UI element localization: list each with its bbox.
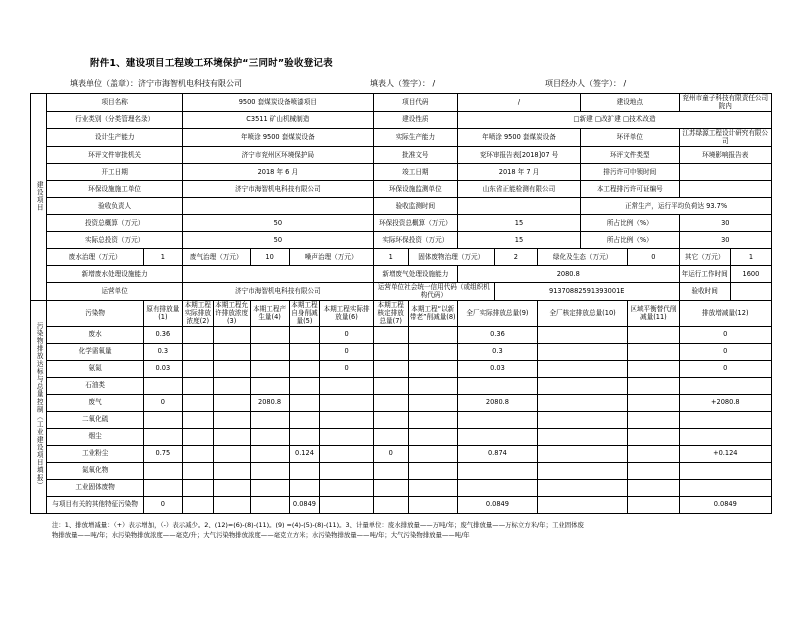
col-header: 本期工程核定排放总量(7) (373, 301, 408, 327)
pollutant-value (289, 463, 320, 480)
col-header: 排放增减量(12) (679, 301, 771, 327)
acceptance-registration-table (30, 93, 772, 514)
pollutant-name: 化学需氧量 (47, 344, 143, 361)
pollutant-value (457, 412, 537, 429)
pollutant-value: 0.36 (143, 327, 182, 344)
pollutant-value (182, 463, 213, 480)
cell-value: 年喷涂 9500 套煤炭设备 (457, 129, 580, 147)
cell-label: 环保设施监测单位 (373, 181, 457, 198)
table-row (31, 232, 772, 249)
pollutant-value (213, 378, 250, 395)
cell-value: 1 (143, 249, 182, 266)
pollutant-value (537, 344, 627, 361)
pollutant-value (679, 412, 771, 429)
pollutant-value (408, 395, 457, 412)
cell-label: 其它（万元） (679, 249, 730, 266)
pollutant-value (289, 361, 320, 378)
cell-value: 50 (182, 232, 373, 249)
pollutant-value (213, 429, 250, 446)
table-row (31, 129, 772, 147)
table-row (31, 361, 772, 378)
cell-value: 2018 年 7 月 (457, 164, 580, 181)
cell-value: 1600 (730, 266, 771, 283)
cell-label: 实际总投资（万元） (47, 232, 182, 249)
pollutant-value (320, 429, 373, 446)
pollutant-value (320, 412, 373, 429)
pollutant-value: 0.0849 (457, 497, 537, 514)
pollutant-value: 0.3 (457, 344, 537, 361)
cell-label: 建设性质 (373, 112, 457, 129)
pollutant-value (679, 429, 771, 446)
section-label-pollutant-control: 污染物排放达标与总量控制（工业建设项目填报） (31, 301, 47, 514)
pollutant-value: 0 (679, 344, 771, 361)
pollutant-value (213, 412, 250, 429)
cell-label: 新增废水处理设施能力 (47, 266, 182, 283)
table-row (31, 412, 772, 429)
pollutant-value (143, 480, 182, 497)
pollutant-value (628, 463, 679, 480)
cell-value: 兖环审报告表[2018]07 号 (457, 147, 580, 164)
pollutant-value (373, 378, 408, 395)
pollutant-value (213, 446, 250, 463)
pollutant-value (182, 361, 213, 378)
pollutant-value: 2080.8 (250, 395, 289, 412)
cell-value: C3511 矿山机械制造 (182, 112, 373, 129)
pollutant-value: 0.0849 (679, 497, 771, 514)
pollutant-value (373, 463, 408, 480)
pollutant-value (320, 480, 373, 497)
cell-value: 10 (250, 249, 289, 266)
pollutant-value (408, 344, 457, 361)
cell-label: 验收时间 (679, 283, 730, 301)
pollutant-value (320, 395, 373, 412)
pollutant-value (408, 463, 457, 480)
cell-label: 竣工日期 (373, 164, 457, 181)
pollutant-value (213, 395, 250, 412)
pollutant-value (320, 378, 373, 395)
cell-value: 30 (679, 215, 771, 232)
pollutant-value: 0.36 (457, 327, 537, 344)
pollutant-name: 工业粉尘 (47, 446, 143, 463)
section-label-construction-project: 建设项目 (31, 94, 47, 301)
page-title: 附件1、建设项目工程竣工环境保护“三同时”验收登记表 (90, 58, 333, 69)
pollutant-value: 0.03 (143, 361, 182, 378)
pollutant-value (537, 497, 627, 514)
col-header: 本期工程实际排放浓度(2) (182, 301, 213, 327)
pollutant-name: 废气 (47, 395, 143, 412)
pollutant-value (373, 480, 408, 497)
pollutant-value (457, 429, 537, 446)
cell-label: 设计生产能力 (47, 129, 182, 147)
pollutant-value (628, 395, 679, 412)
table-row (31, 378, 772, 395)
table-row (31, 181, 772, 198)
pollutant-value: 0 (320, 344, 373, 361)
pollutant-value (143, 463, 182, 480)
col-header: 本期工程允许排放浓度(3) (213, 301, 250, 327)
pollutant-value (537, 412, 627, 429)
pollutant-value (213, 463, 250, 480)
cell-label: 环评单位 (581, 129, 679, 147)
cell-value: 1 (730, 249, 771, 266)
table-row (31, 266, 772, 283)
table-row (31, 198, 772, 215)
pollutant-value: 0.874 (457, 446, 537, 463)
pollutant-name: 二氧化硫 (47, 412, 143, 429)
table-row (31, 327, 772, 344)
pollutant-value (250, 480, 289, 497)
cell-value (182, 266, 373, 283)
pollutant-value (213, 480, 250, 497)
col-header: 本期工程实际排放量(6) (320, 301, 373, 327)
cell-value (730, 283, 771, 301)
cell-label: 项目代码 (373, 94, 457, 112)
pollutant-value (628, 429, 679, 446)
pollutant-value (213, 327, 250, 344)
cell-label: 废气治理（万元） (182, 249, 250, 266)
cell-value: 2 (494, 249, 537, 266)
table-row (31, 249, 772, 266)
table-row (31, 94, 772, 112)
note-line-2: 物排放量——吨/年；水污染物排放浓度——毫克/升；大气污染物排放浓度——毫克立方米；水污染物排放量——吨/年；大气污染物排放量——吨/年 (52, 531, 470, 540)
pollutant-value (373, 429, 408, 446)
pollutant-value: 0.3 (143, 344, 182, 361)
pollutant-value (408, 429, 457, 446)
cell-label: 开工日期 (47, 164, 182, 181)
cell-value: 江苏绿源工程设计研究有限公司 (679, 129, 771, 147)
cell-label: 废水治理（万元） (47, 249, 143, 266)
table-row (31, 463, 772, 480)
pollutant-value (320, 463, 373, 480)
pollutant-value (628, 327, 679, 344)
pollutant-value: 0 (373, 446, 408, 463)
cell-value: 15 (457, 232, 580, 249)
pollutant-value (537, 361, 627, 378)
pollutant-value (373, 497, 408, 514)
pollutant-value (320, 497, 373, 514)
cell-value: 1 (373, 249, 408, 266)
cell-value: 15 (457, 215, 580, 232)
cell-label: 批准文号 (373, 147, 457, 164)
cell-label: 环保投资总概算（万元） (373, 215, 457, 232)
pollutant-value (537, 395, 627, 412)
pollutant-value: 0.75 (143, 446, 182, 463)
pollutant-value (182, 497, 213, 514)
cell-label: 投资总概算（万元） (47, 215, 182, 232)
pollutant-value (250, 463, 289, 480)
cell-value (679, 181, 771, 198)
pollutant-value (182, 480, 213, 497)
pollutant-value (457, 378, 537, 395)
pollutant-value (373, 327, 408, 344)
pollutant-value (182, 412, 213, 429)
pollutant-value (408, 412, 457, 429)
pollutant-value (289, 412, 320, 429)
note-line-1: 注：1、排放增减量：（+）表示增加，（-）表示减少。2、(12)=(6)-(8)-(11)。(9) =(4)-(5)-(8)-(11)。3、计量单位：废水排放量——万吨/年；废气排放量——万标立方米/年；工业固体废 (52, 521, 584, 530)
document-page (0, 55, 800, 621)
pollutant-value: 0 (320, 361, 373, 378)
pollutant-value (250, 344, 289, 361)
pollutant-value: 0 (320, 327, 373, 344)
col-header: 原有排放量(1) (143, 301, 182, 327)
pollutant-value (457, 480, 537, 497)
cell-label: 所占比例（%） (581, 232, 679, 249)
table-row (31, 147, 772, 164)
filler-person: 填表人（签字）： / (370, 79, 436, 88)
pollutant-value: 2080.8 (457, 395, 537, 412)
pollutant-value (408, 361, 457, 378)
cell-value: □新建 □改扩建 □技术改造 (457, 112, 771, 129)
pollutant-value: +2080.8 (679, 395, 771, 412)
cell-value: 环境影响报告表 (679, 147, 771, 164)
pollutant-value (143, 429, 182, 446)
table-row (31, 446, 772, 463)
pollutant-value: 0.124 (289, 446, 320, 463)
cell-value: 兖州市童子科技有限责任公司院内 (679, 94, 771, 112)
pollutant-value (182, 395, 213, 412)
pollutant-name: 石油类 (47, 378, 143, 395)
pollutant-value (408, 327, 457, 344)
pollutant-name: 烟尘 (47, 429, 143, 446)
subhead-row (70, 78, 730, 89)
pollutant-value (628, 378, 679, 395)
cell-value: 50 (182, 215, 373, 232)
pollutant-value (537, 327, 627, 344)
pollutant-value (373, 395, 408, 412)
cell-label: 行业类别（分类管理名录） (47, 112, 182, 129)
pollutant-value (289, 429, 320, 446)
cell-label: 本工程排污许可证编号 (581, 181, 679, 198)
table-row (31, 164, 772, 181)
pollutant-value: +0.124 (679, 446, 771, 463)
pollutant-value (628, 480, 679, 497)
pollutant-value (182, 327, 213, 344)
pollutant-value (373, 361, 408, 378)
pollutant-value (628, 344, 679, 361)
cell-value: 济宁市海智机电科技有限公司 (182, 181, 373, 198)
col-header: 本期工程自身削减量(5) (289, 301, 320, 327)
table-row (31, 480, 772, 497)
pollutant-value (250, 446, 289, 463)
cell-value: 0 (628, 249, 679, 266)
pollutant-value (250, 361, 289, 378)
pollutant-value (537, 429, 627, 446)
pollutant-value (408, 378, 457, 395)
pollutant-name: 废水 (47, 327, 143, 344)
pollutant-value (537, 463, 627, 480)
cell-label: 项目名称 (47, 94, 182, 112)
cell-label: 环评文件类型 (581, 147, 679, 164)
pollutant-name: 与项目有关的其他特征污染物 (47, 497, 143, 514)
cell-label: 绿化及生态（万元） (537, 249, 627, 266)
cell-label: 验收监测时间 (373, 198, 457, 215)
pollutant-value: 0 (143, 497, 182, 514)
table-row (31, 395, 772, 412)
cell-value (679, 164, 771, 181)
cell-label: 噪声治理（万元） (289, 249, 373, 266)
pollutant-value (537, 446, 627, 463)
pollutant-value (289, 344, 320, 361)
pollutant-value (250, 429, 289, 446)
pollutant-value (250, 378, 289, 395)
col-header: 全厂核定排放总量(10) (537, 301, 627, 327)
table-notes (52, 521, 752, 541)
pollutant-value (628, 497, 679, 514)
cell-value: 山东省正能检测有限公司 (457, 181, 580, 198)
pollutant-value (679, 463, 771, 480)
pollutant-value (289, 327, 320, 344)
pollutant-value (289, 480, 320, 497)
cell-label: 年运行工作时间 (679, 266, 730, 283)
table-row (31, 112, 772, 129)
pollutant-value (213, 361, 250, 378)
pollutant-name: 工业固体废物 (47, 480, 143, 497)
pollutant-value: 0 (679, 361, 771, 378)
cell-value: 正常生产，运行平均负荷达 93.7% (581, 198, 772, 215)
pollutant-value (408, 446, 457, 463)
table-row (31, 283, 772, 301)
pollutant-value (213, 497, 250, 514)
pollutant-value: 0.0849 (289, 497, 320, 514)
cell-value: 济宁市兖州区环境保护局 (182, 147, 373, 164)
pollutant-value (320, 446, 373, 463)
pollutant-value (182, 344, 213, 361)
pollutant-value (143, 378, 182, 395)
cell-label: 运营单位 (47, 283, 182, 301)
project-agent: 项目经办人（签字）： / (545, 79, 627, 88)
pollutant-name: 氮氧化物 (47, 463, 143, 480)
cell-value: 9500 套煤炭设备喷漆项目 (182, 94, 373, 112)
pollutant-value (289, 378, 320, 395)
table-row (31, 215, 772, 232)
pollutant-value (457, 463, 537, 480)
pollutant-value (537, 378, 627, 395)
pollutant-value (289, 395, 320, 412)
pollutant-value (679, 480, 771, 497)
cell-label: 建设地点 (581, 94, 679, 112)
cell-label: 实际环保投资（万元） (373, 232, 457, 249)
cell-label: 实际生产能力 (373, 129, 457, 147)
cell-label: 环评文件审批机关 (47, 147, 182, 164)
col-header-pollutant: 污染物 (47, 301, 143, 327)
pollutant-value (373, 344, 408, 361)
pollutant-value (250, 327, 289, 344)
cell-value: 年喷涂 9500 套煤炭设备 (182, 129, 373, 147)
cell-value (182, 198, 373, 215)
pollutant-value (628, 361, 679, 378)
pollutant-value (182, 429, 213, 446)
pollutant-value (373, 412, 408, 429)
cell-value: 2018 年 6 月 (182, 164, 373, 181)
table-row (31, 429, 772, 446)
pollutant-value (628, 446, 679, 463)
cell-label: 排污许可申领时间 (581, 164, 679, 181)
pollutant-value: 0.03 (457, 361, 537, 378)
cell-value: 30 (679, 232, 771, 249)
pollutant-value (250, 497, 289, 514)
col-header: 本期工程产生量(4) (250, 301, 289, 327)
pollutant-name: 氨氮 (47, 361, 143, 378)
cell-label: 验收负责人 (47, 198, 182, 215)
cell-label: 新增废气处理设施能力 (373, 266, 457, 283)
cell-label: 固体废物治理（万元） (408, 249, 494, 266)
pollutant-value: 0 (143, 395, 182, 412)
pollutant-value (628, 412, 679, 429)
pollutant-value (250, 412, 289, 429)
pollutant-value (182, 446, 213, 463)
filler-unit: 填表单位（盖章）：济宁市海智机电科技有限公司 (70, 79, 242, 88)
pollutant-value (213, 344, 250, 361)
cell-value: 91370882591393001E (494, 283, 679, 301)
cell-label: 运营单位社会统一信用代码（或组织机构代码） (373, 283, 494, 301)
cell-label: 所占比例（%） (581, 215, 679, 232)
pollutant-value (408, 480, 457, 497)
pollutant-value (408, 497, 457, 514)
cell-value: 2080.8 (457, 266, 679, 283)
col-header: 区域平衡替代削减量(11) (628, 301, 679, 327)
col-header: 全厂实际排放总量(9) (457, 301, 537, 327)
cell-value: / (457, 94, 580, 112)
pollutant-value (679, 378, 771, 395)
table-row (31, 344, 772, 361)
col-header: 本期工程“以新带老”削减量(8) (408, 301, 457, 327)
pollutant-value: 0 (679, 327, 771, 344)
pollutant-value (537, 480, 627, 497)
cell-label: 环保设施施工单位 (47, 181, 182, 198)
cell-value (457, 198, 580, 215)
table-row (31, 301, 772, 327)
pollutant-value (143, 412, 182, 429)
table-row (31, 497, 772, 514)
pollutant-value (182, 378, 213, 395)
cell-value: 济宁市海智机电科技有限公司 (182, 283, 373, 301)
